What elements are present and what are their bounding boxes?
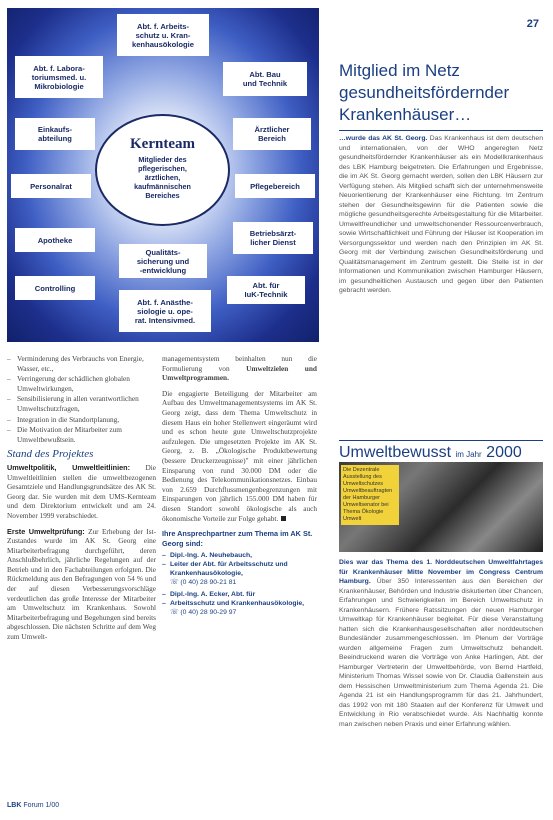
contact-role: – Arbeitsschutz und Krankenhausökologie,: [162, 599, 317, 608]
contact-entry: [162, 590, 317, 617]
diagram-box-arbeitsschutz: Abt. f. Arbeits- schutz u. Kran- kenhausökologie: [117, 14, 209, 56]
diagram-box-personalrat: Personalrat: [11, 174, 91, 198]
umwelt-text: Über 350 Interessenten aus den Bereichen der Krankenhäuser, Behörden und Industrie diskutierten über Chancen, Erfahrungen und Schwierigkeiten im Bereich Umweltschutz in Krankenhäusern. Frühere Ratssitzungen der neuen Hamburger Umweltkap für Krankenhäuser begleitet. Für diese Veranstaltung hatten sich die Krankenhausgesellschaften aller norddeutschen Bundesländer zusammengeschlossen. Im Plenum der Vorträge wurden allgemeine Fragen zum Umweltschutz behandelt. Beeindruckend waren die Vorträge von Anke Harlingen, Abt. der Hamburger Vertreterin der Umweltbehörde, von Bernd Hartfeld, Ministerium Thomas Wissel sowie von Dr. Claudia Gallenstein aus dem Hessischen Umweltministerium zum Thema Agenda 21. Die Agenda 21 ist ein Handlungsprogramm für das 21. Jahrhundert, das 1992 von mit 180 Staaten auf der Konferenz für Umwelt und Entwicklung in Rio verabschiedet wurde. Als Nachhaltig konnte man zwischen neben Praxis und einer Erfahrung wählen.: [339, 578, 543, 728]
page-number: 27: [526, 18, 539, 30]
diagram-box-apotheke: Apotheke: [15, 228, 95, 252]
diagram-box-einkauf: Einkaufs- abteilung: [15, 118, 95, 150]
contact-heading: Ihre Ansprechpartner zum Thema im AK St. Georg sind:: [162, 529, 313, 548]
footer: [7, 802, 59, 809]
list-item: – Verringerung der schädlichen globalen Umweltwirkungen,: [7, 374, 156, 393]
contact-name: – Dipl.-Ing. A. Neuhebauch,: [162, 551, 317, 560]
list-item: – Verminderung des Verbrauchs von Energie, Wasser, etc.,: [7, 354, 156, 373]
article-headline: Mitglied im Netz gesundheitsfördernder Krankenhäuser…: [339, 61, 510, 124]
paragraph-umweltpolitik: [7, 463, 156, 521]
paragraph-umweltpruefung: [7, 527, 156, 642]
umwelt-title: Umweltbewusst im Jahr 2000: [339, 444, 522, 461]
contact-entry: [162, 551, 317, 587]
footer-text: Forum 1/00: [23, 802, 60, 809]
organization-diagram: [7, 8, 319, 342]
paragraph-umweltmanagement: [162, 354, 317, 383]
article-lead: …wurde das AK St. Georg.: [339, 135, 428, 142]
phone-icon: ☏: [170, 609, 181, 617]
event-photo: [339, 462, 543, 552]
diagram-box-pflegebereich: Pflegebereich: [235, 174, 315, 198]
diagram-box-betriebsarzt: Betriebsärzt- licher Dienst: [233, 222, 313, 254]
paragraph-beteiligung: [162, 389, 317, 523]
end-mark: [281, 516, 286, 521]
photo-caption: Die Dezentrale Ausstellung des Umweltschutzes Umweltbeauftragten der Hamburger Umweltsenator bei Thema Ökologie Umwelt: [341, 465, 399, 525]
diagram-center-kernteam: [95, 114, 230, 226]
paragraph-lead: Erste Umweltprüfung:: [7, 526, 85, 536]
diagram-box-iuk-technik: Abt. für IuK-Technik: [227, 276, 305, 304]
paragraph-lead: Umweltpolitik, Umweltleitlinien:: [7, 462, 131, 472]
list-item: – Integration in die Standortplanung,: [7, 415, 156, 425]
umwelt-lead: Dies war das Thema des 1. Norddeutschen Umweltfahrtages für Krankenhäuser Mitte November im Congress Centrum Hamburg.: [339, 559, 543, 585]
footer-brand: LBK: [7, 802, 22, 809]
phone-icon: ☏: [170, 579, 181, 587]
middle-column: [162, 354, 317, 617]
umwelt-body: [339, 558, 543, 729]
diagram-box-anaesthesiologie: Abt. f. Anästhe- siologie u. ope- rat. Intensivmed.: [119, 290, 211, 332]
diagram-box-aerztlicher-bereich: Ärztlicher Bereich: [233, 118, 311, 150]
list-item: – Sensibilisierung in allen verantwortlichen Umweltschutzfragen,: [7, 394, 156, 413]
umwelt-article: [339, 558, 543, 729]
diagram-box-labormedizin: Abt. f. Labora- toriumsmed. u. Mikrobiologie: [15, 56, 103, 98]
contact-phone: ☏ (0 40) 28 90-21 81: [170, 579, 237, 587]
paragraph-bold: Umweltzielen und Umweltprogrammen.: [162, 363, 317, 383]
diagram-box-qualitaet: Qualitäts- sicherung und -entwicklung: [119, 244, 207, 278]
paragraph-text: Die Umweltleitlinien stellen die umweltbezogenen Gesamtziele und Handlungsgrundsätze des AK St. Georg dar. Sie wurden mit dem UMS-Kernteam und dem Direktorium entwickelt und am 24. November 1999 verabschiedet.: [7, 462, 156, 520]
left-column: [7, 354, 156, 648]
kernteam-members: Mitglieder des pflegerischen, ärztlichen, kaufmännischen Bereiches: [134, 155, 191, 200]
goal-list: [7, 354, 156, 444]
paragraph-text: managementsystem beinhalten nun die Formulierung von: [162, 354, 317, 373]
kernteam-title: Kernteam: [130, 136, 195, 152]
section-heading-projekt: Stand des Projektes: [7, 448, 94, 461]
divider: [339, 130, 543, 131]
contact-phone: ☏ (0 40) 28 90-29 97: [170, 609, 237, 617]
right-column: [339, 60, 543, 296]
paragraph-text: Die engagierte Beteiligung der Mitarbeiter am Aufbau des Umweltmanagementsystems im AK St. Georg zeigt, dass dem Thema Umweltschutz in diesem Haus ein hoher Stellenwert eingeräumt wird und es schon heute gute Umweltschutzprojekte aufzulegen. Die umgesetzten Projekte im AK St. Georg, z. B. „Ökologische Produktbewertung (bessere Druckerzeugnisse)" mit einer jährlichen Einsparung von rund 30.000 DM oder die Bedienung des Telekommunikationsnetzes. Einbau von 2.659 Durchflussmengenbegrenzungen mit Einsparungen von jährlich 155.000 DM haben für diesen Standort sowohl ökologische als auch ökonomische Vorteile zur Folge gehabt.: [162, 388, 317, 523]
divider: [339, 440, 543, 441]
article-body: [339, 134, 543, 296]
diagram-box-bau-technik: Abt. Bau und Technik: [223, 62, 307, 96]
paragraph-text: Zur Erhebung der Ist-Zustandes wurde im AK St. Georg eine Mitarbeiterbefragung durchgeführt, deren Anschlußbehrlich, jährliche Regelungen auf der Betrieb und in den Fachabteilungen erfolgten. Die Rückmeldung aus den Befragungen von 54 % und der auf diesen Verbesserungsvorschläge verdeutlichen das große Interesse der Mitarbeiter am Umweltschutz im Krankenhaus. Sowohl Mitarbeiterbefragung und Begehungen sind bereits abgeschlossen. Die nächsten Schritte auf dem Weg zum Umwelt-: [7, 526, 157, 642]
diagram-box-controlling: Controlling: [15, 276, 95, 300]
list-item: – Die Motivation der Mitarbeiter zum Umweltbewußtsein.: [7, 425, 156, 444]
contact-name: – Dipl.-Ing. A. Ecker, Abt. für: [162, 590, 317, 599]
article-text: Das Krankenhaus ist dem deutschen und internationalen, von der WHO angeregten Netz gesundheitsfördernder Krankenhäuser als ein Modellkrankenhaus des LBK Hamburg beigetreten. Die Erfahrungen und Ergebnisse, die im AK St. Georg gemacht werden, sollen den LBK Häusern zur Verfügung stehen. Als Mitglied schafft sich der unternehmensweite Neuorientierung der Krankenhäuser eine Richtung. Im Zentrum stehen der Gesundheitsgewinn für die Patienten sowie die mögliche gesundheitsgerechte Arbeitsgestaltung für die Mitarbeiter. Umweltfreundlicher und umweltschonender Ressourcenverbrauch, sowie Wirtschaftlichkeit und Führung der Häuser ist Kooperation im Versorgungssektor und werden nach den Prinzipien im AK St. Georg mit der Verbindung zwischen Gesundheitsförderung und Qualitätsmanagement im Zentrum gestellt. Die Stelle ist in der Informationen und Kommunikation zwischen Hamburger Häusern, im gesundheitlichen Austausch und gegen über den Patienten gebracht werden.: [339, 135, 543, 294]
umwelt-heading: [339, 436, 543, 462]
contact-role: – Leiter der Abt. für Arbeitsschutz und Krankenhausökologie,: [162, 560, 317, 578]
